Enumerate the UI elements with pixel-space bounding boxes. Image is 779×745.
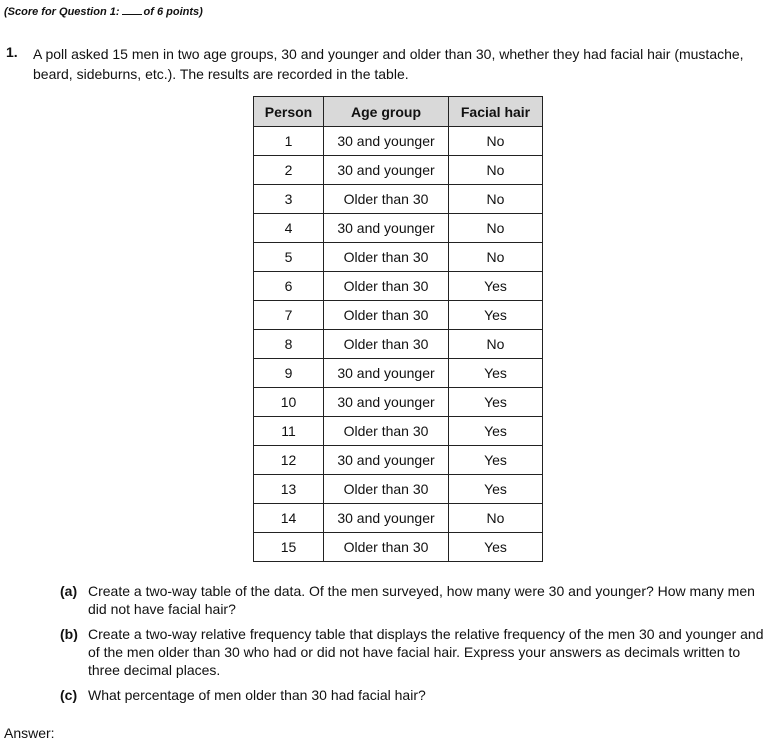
cell-age-group: 30 and younger: [324, 446, 449, 475]
cell-person: 6: [254, 272, 324, 301]
question-number: 1.: [6, 44, 18, 60]
cell-age-group: 30 and younger: [324, 214, 449, 243]
poll-table: [253, 96, 543, 562]
table-row: [254, 475, 543, 504]
cell-person: 1: [254, 127, 324, 156]
part-a-label: (a): [60, 583, 78, 599]
cell-facial-hair: Yes: [449, 533, 543, 562]
part-a-text: Create a two-way table of the data. Of the men surveyed, how many were 30 and younger? How many men did not have facial hair?: [88, 583, 755, 617]
cell-person: 13: [254, 475, 324, 504]
cell-facial-hair: Yes: [449, 359, 543, 388]
cell-age-group: 30 and younger: [324, 388, 449, 417]
cell-facial-hair: Yes: [449, 301, 543, 330]
cell-person: 3: [254, 185, 324, 214]
cell-age-group: Older than 30: [324, 533, 449, 562]
table-header-row: [254, 97, 543, 127]
question-text: A poll asked 15 men in two age groups, 30 and younger and older than 30, whether they had facial hair (mustache, beard, sideburns, etc.). The results are recorded in the table.: [33, 46, 744, 82]
cell-person: 12: [254, 446, 324, 475]
header-age-group: Age group: [324, 97, 449, 127]
cell-person: 10: [254, 388, 324, 417]
cell-age-group: 30 and younger: [324, 127, 449, 156]
cell-facial-hair: No: [449, 185, 543, 214]
cell-age-group: Older than 30: [324, 301, 449, 330]
table-row: [254, 504, 543, 533]
question-parts: [60, 582, 772, 711]
score-blank: [122, 5, 142, 15]
score-line: [4, 5, 203, 18]
table-row: [254, 417, 543, 446]
table-row: [254, 301, 543, 330]
cell-age-group: Older than 30: [324, 475, 449, 504]
cell-age-group: Older than 30: [324, 243, 449, 272]
cell-facial-hair: Yes: [449, 475, 543, 504]
cell-facial-hair: No: [449, 214, 543, 243]
cell-person: 5: [254, 243, 324, 272]
cell-facial-hair: No: [449, 156, 543, 185]
cell-facial-hair: No: [449, 504, 543, 533]
answer-label: Answer:: [4, 725, 55, 741]
table-row: [254, 446, 543, 475]
table-row: [254, 214, 543, 243]
part-b: [60, 625, 772, 679]
cell-person: 4: [254, 214, 324, 243]
cell-age-group: Older than 30: [324, 417, 449, 446]
table-row: [254, 127, 543, 156]
cell-person: 7: [254, 301, 324, 330]
table-row: [254, 359, 543, 388]
cell-age-group: 30 and younger: [324, 156, 449, 185]
table-row: [254, 185, 543, 214]
cell-person: 14: [254, 504, 324, 533]
cell-age-group: Older than 30: [324, 330, 449, 359]
cell-age-group: 30 and younger: [324, 359, 449, 388]
table-row: [254, 388, 543, 417]
part-c: [60, 686, 772, 704]
cell-facial-hair: No: [449, 243, 543, 272]
cell-age-group: 30 and younger: [324, 504, 449, 533]
part-c-label: (c): [60, 687, 78, 703]
cell-age-group: Older than 30: [324, 185, 449, 214]
part-a: [60, 582, 772, 618]
cell-person: 8: [254, 330, 324, 359]
cell-age-group: Older than 30: [324, 272, 449, 301]
table-row: [254, 243, 543, 272]
cell-facial-hair: Yes: [449, 272, 543, 301]
cell-person: 2: [254, 156, 324, 185]
cell-facial-hair: Yes: [449, 417, 543, 446]
cell-person: 9: [254, 359, 324, 388]
cell-facial-hair: No: [449, 127, 543, 156]
cell-facial-hair: No: [449, 330, 543, 359]
table-row: [254, 272, 543, 301]
cell-facial-hair: Yes: [449, 388, 543, 417]
header-facial-hair: Facial hair: [449, 97, 543, 127]
header-person: Person: [254, 97, 324, 127]
cell-person: 11: [254, 417, 324, 446]
score-suffix: of 6 points): [143, 6, 203, 18]
table-row: [254, 156, 543, 185]
part-b-text: Create a two-way relative frequency table that displays the relative frequency of the men 30 and younger and of the men older than 30 who had or did not have facial hair. Express your answers as decimals written to three decimal places.: [88, 626, 764, 678]
score-prefix: (Score for Question 1:: [4, 6, 120, 18]
part-b-label: (b): [60, 626, 78, 642]
cell-person: 15: [254, 533, 324, 562]
part-c-text: What percentage of men older than 30 had facial hair?: [88, 687, 426, 703]
table-body: [254, 127, 543, 562]
table-row: [254, 533, 543, 562]
table-row: [254, 330, 543, 359]
cell-facial-hair: Yes: [449, 446, 543, 475]
